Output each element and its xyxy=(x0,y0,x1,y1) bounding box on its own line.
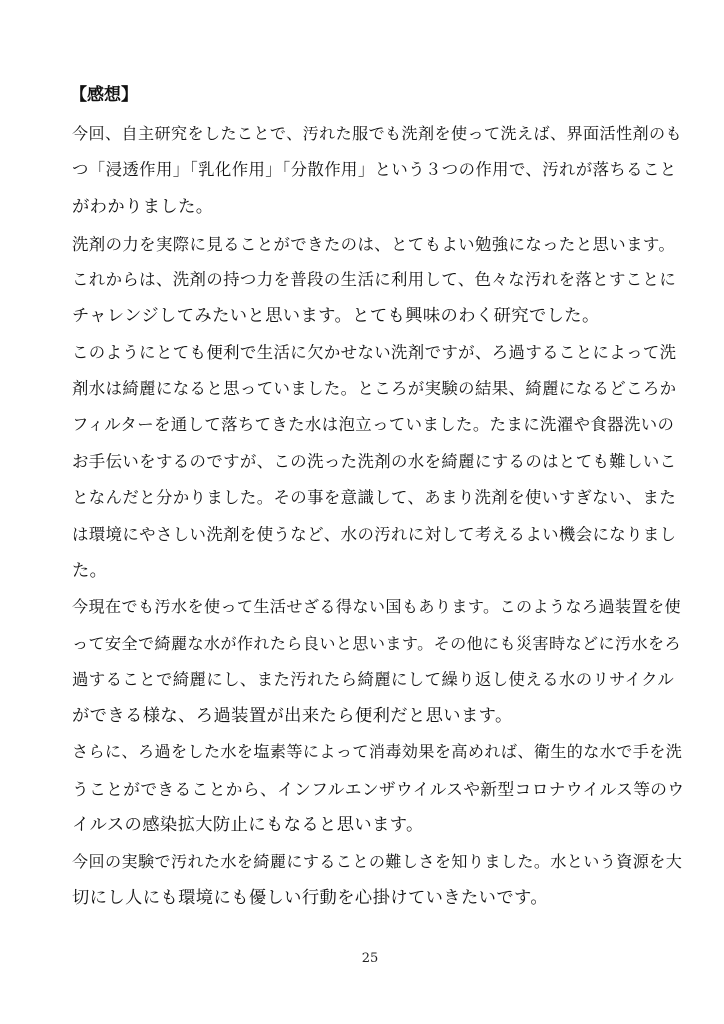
text-line: がわかりました。 xyxy=(72,197,214,217)
text-line: た。 xyxy=(72,561,108,581)
text-line: 剤水は綺麗になると思っていました。ところが実験の結果、綺麗になるどころか xyxy=(72,379,677,398)
text-line: これからは、洗剤の持つ力を普段の生活に利用して、色々な汚れを落とすことに xyxy=(72,270,677,289)
text-line: 今現在でも汚水を使って生活せざる得ない国もあります。このようなろ過装置を使 xyxy=(72,597,681,616)
text-line: イルスの感染拡大防止にもなると思います。 xyxy=(72,815,424,835)
text-line: フィルターを通して落ちてきた水は泡立っていました。たまに洗濯や食器洗いの xyxy=(72,415,675,434)
text-line: チャレンジしてみたいと思います。とても興味のわく研究でした。 xyxy=(72,306,600,326)
text-line: 洗剤の力を実際に見ることができたのは、とてもよい勉強になったと思います。 xyxy=(72,235,676,254)
text-line: 今回、自主研究をしたことで、汚れた服でも洗剤を使って洗えば、界面活性剤のも xyxy=(72,124,682,143)
text-line: うことができることから、インフルエンザウイルスや新型コロナウイルス等のウ xyxy=(72,779,685,799)
section-heading: 【感想】 xyxy=(70,85,138,105)
text-line: さらに、ろ過をした水を塩素等によって消毒効果を高めれば、衛生的な水で手を洗 xyxy=(72,742,683,761)
text-line: つ「浸透作用」「乳化作用」「分散作用」という３つの作用で、汚れが落ちること xyxy=(72,160,677,179)
text-line: 切にし人にも環境にも優しい行動を心掛けていきたいです。 xyxy=(72,888,549,908)
text-line: ができる様な、ろ過装置が出来たら便利だと思います。 xyxy=(72,706,513,726)
text-line: って安全で綺麗な水が作れたら良いと思います。その他にも災害時などに汚水をろ xyxy=(72,634,681,653)
text-line: お手伝いをするのですが、この洗った洗剤の水を綺麗にするのはとても難しいこ xyxy=(72,452,677,471)
page-number: 25 xyxy=(361,951,379,966)
text-line: 今回の実験で汚れた水を綺麗にすることの難しさを知りました。水という資源を大 xyxy=(72,852,683,871)
text-line: このようにとても便利で生活に欠かせない洗剤ですが、ろ過することによって洗 xyxy=(72,343,677,362)
text-line: となんだと分かりました。その事を意識して、あまり洗剤を使いすぎない、また xyxy=(72,488,677,507)
text-line: 過することで綺麗にし、また汚れたら綺麗にして繰り返し使える水のリサイクル xyxy=(72,670,675,689)
text-line: は環境にやさしい洗剤を使うなど、水の汚れに対して考えるよい機会になりまし xyxy=(72,525,677,544)
